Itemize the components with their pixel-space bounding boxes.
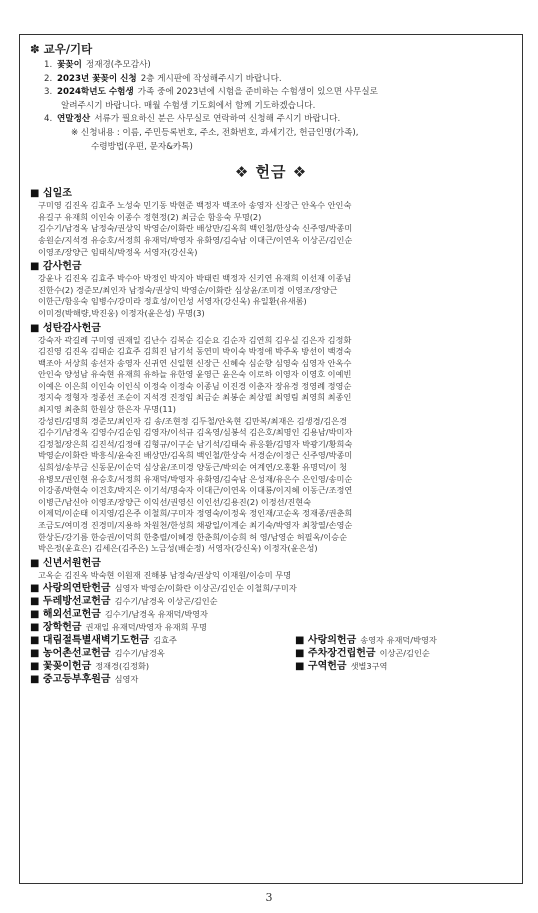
page-number: 3 — [265, 891, 273, 904]
offering-item — [295, 647, 538, 660]
notice-note: 수령방법(우편, 문자&카톡) — [91, 141, 193, 152]
offering-inline-items — [30, 582, 512, 634]
name-line: 김수기/남경옥 김영수/김순임 김영자/이석규 김옥영/심봉석 김은호/최명인 김용남/박미자 — [38, 427, 353, 438]
section-names — [38, 570, 512, 582]
notice-item: 알려주시기 바랍니다. 매월 수험생 기도회에서 함께 기도하겠습니다. — [61, 100, 316, 111]
offering-item — [30, 660, 295, 673]
notice-heading: ✽ 교우/기타 — [30, 42, 93, 56]
offering-row — [30, 634, 512, 647]
name-line: 이영조/장양근 임태식/박정옥 서영자(강신욱) — [38, 246, 198, 257]
offering-item-value: 심영자 박영순/이화란 이상곤/김인순 이철희/구미자 — [114, 583, 297, 594]
offering-item — [295, 660, 538, 673]
offering-item-value: 권재일 유재덕/박영자 유재희 무명 — [85, 622, 207, 633]
offering-item — [30, 595, 512, 608]
notice-list — [30, 59, 512, 154]
offering-item-value: 심영자 — [114, 674, 139, 685]
offering-item-name: ■ 사랑의연탄헌금 — [30, 583, 111, 595]
offering-item-name: ■ 사랑의헌금 — [295, 635, 357, 647]
offering-item-name: ■ 중고등부후원금 — [30, 674, 111, 686]
name-line: 김정철/장은희 김진석/김정애 김형규/이구순 남기석/김태숙 류응환/김명자 박광기/황희숙 — [38, 438, 353, 449]
offering-title: ❖ 헌금 ❖ — [234, 163, 308, 182]
name-line: 강숙자 곽길례 구미영 권재일 김난수 김복순 김순요 김순자 김연희 김우실 김은자 김정화 — [38, 334, 352, 345]
name-line: 김진영 김진옥 김태순 김효주 김희진 남기석 동연미 박이숙 박정애 박주옥 방선이 백경숙 — [38, 346, 352, 357]
offering-item-name: ■ 꽃꽂이헌금 — [30, 661, 92, 673]
bulletin-page — [19, 34, 523, 884]
offering-item — [30, 647, 295, 660]
offering-row — [30, 647, 512, 660]
notice-item: 3. 2024학년도 수험생 가족 중에 2023년에 시험을 준비하는 수험생이 있으면 사무실로 — [44, 87, 378, 98]
name-line: 구미영 김진옥 김효주 노성숙 민기동 박현준 백정자 백조아 송영자 신장근 안옥수 안인숙 — [38, 200, 352, 211]
name-line: 강윤나 김진옥 김효주 박수아 박정인 박지아 박태린 백정자 신키연 유재희 이선재 이종님 — [38, 273, 352, 284]
offering-item-name: ■ 대림절특별새벽기도헌금 — [30, 635, 150, 647]
name-line: 이예은 이은희 이인숙 이인식 이정숙 이정숙 이종님 이진경 이춘자 장유경 정영례 정영순 — [38, 380, 352, 391]
name-line: 안인숙 양성남 유숙현 유재희 유하늘 유한영 윤영근 윤은숙 이로하 이영자 이영호 이예빈 — [38, 369, 352, 380]
offering-item — [30, 673, 295, 686]
section-names — [38, 273, 512, 319]
offering-item — [30, 621, 512, 634]
offering-item — [30, 634, 295, 647]
name-line: 조금도/여미경 진경미/지용하 차원천/한성희 채광일/이계순 최기숙/박영자 최창열/손영순 — [38, 520, 353, 530]
section-heading: ■ 신년서원헌금 — [30, 557, 101, 569]
offering-item-value: 김수기/남경옥 유재덕/박영자 — [104, 609, 208, 620]
offering-item-value: 송영자 유재덕/박영자 — [360, 635, 437, 646]
section-heading: ■ 감사헌금 — [30, 261, 82, 273]
name-line: 이강종/박현숙 이건호/박지은 이기석/명숙자 이대근/이연옥 이대룡/이지혜 이동근/조정연 — [38, 485, 353, 496]
offering-item-name: ■ 농어촌선교헌금 — [30, 648, 111, 660]
section-names — [38, 200, 512, 258]
name-line: 박은정(윤효은) 김세은(김주은) 노금성(배순정) 서영자(강신욱) 이정자(윤은성) — [38, 543, 318, 554]
section-names — [38, 335, 512, 555]
name-line: 김수기/남경옥 남정숙/권상익 박영순/이화란 배상만/김옥희 백인철/한상숙 신주영/박종미 — [38, 223, 353, 234]
name-line: 이제덕/이순태 이지영/김은주 이철희/구미자 정영숙/이정욱 정인재/고순옥 정재종/권춘희 — [38, 508, 353, 519]
name-line: 박영순/이화란 박흥식/윤숙진 배상만/김옥희 백인철/한상숙 서경순/이정근 신주영/박종미 — [38, 450, 353, 461]
offering-item — [30, 582, 512, 595]
name-line: 고옥순 김진옥 박숙현 이원재 진해봉 남정숙/권상익 이재원/이승미 무명 — [38, 569, 292, 580]
offering-row — [30, 673, 512, 686]
offering-item — [30, 608, 512, 621]
section-heading: ■ 성탄감사헌금 — [30, 322, 101, 334]
offering-item-value: 정재경(김정화) — [95, 661, 150, 672]
offering-item-value: 김수기/남경옥 이상곤/김인순 — [114, 596, 218, 607]
notice-item: 4. 연말정산 서류가 필요하신 분은 사무실로 연락하여 신청해 주시기 바랍니다. — [44, 114, 341, 125]
offering-item-name: ■ 장학헌금 — [30, 622, 82, 634]
name-line: 강성린/김명희 경준모/최인자 김 송/조현정 김두철/안옥현 김만복/최재은 김생경/김은경 — [38, 415, 347, 426]
name-line: 송원순/지석경 유승호/서정희 유재덕/박영자 유화영/김숙남 이대근/이연옥 이상곤/김인순 — [38, 234, 353, 245]
name-line: 정지숙 정형자 정종선 조순이 지석경 진정임 최금순 최봉순 최상필 최영림 최영희 최종인 — [38, 392, 352, 403]
name-line: 이병근/남신아 이영조/장양근 이익선/권영신 이인선/김용진(2) 이정선/진현숙 — [38, 496, 312, 507]
offering-item-value: 이상곤/김인순 — [379, 648, 430, 659]
name-line: 최지영 최춘희 한원상 한은자 무명(11) — [38, 404, 176, 415]
name-line: 이미경(박해량,박진웅) 이정자(윤은성) 무명(3) — [38, 307, 205, 318]
name-line: 유길구 유재희 이인숙 이종수 정현정(2) 최금순 함응숙 무명(2) — [38, 211, 262, 222]
offering-item-name: ■ 주차장건립헌금 — [295, 648, 376, 660]
name-line: 심희성/송부금 신동문/이순덕 심상윤/조미경 양동근/박의순 여계연/오홍환 유명덕/이 청 — [38, 462, 347, 473]
offering-item-value: 김수기/남경옥 — [114, 648, 165, 659]
notice-item: 2. 2023년 꽃꽂이 신청 2층 게시판에 작성해주시기 바랍니다. — [44, 73, 282, 84]
name-line: 이한근/함응숙 임병수/강미라 정효성/이인성 서영자(강신욱) 유일환(유새롬) — [38, 296, 307, 307]
offering-item-name: ■ 구역헌금 — [295, 661, 347, 673]
name-line: 유병모/권인현 유승호/서정희 유재덕/박영자 유화영/김숙남 은성재/유은수 은인영/송미순 — [38, 473, 353, 484]
notice-note: ※ 신청내용 : 이름, 주민등록번호, 주소, 전화번호, 과세기간, 헌금인명(가족), — [71, 127, 359, 138]
offering-grid-items — [30, 634, 512, 686]
offering-sections — [30, 187, 512, 581]
offering-row — [30, 660, 512, 673]
offering-item-value: 김효주 — [153, 635, 177, 646]
name-line: 백조아 서상희 송선자 송영자 신귀연 신일현 신장근 신혜숙 심순향 심영숙 심영자 안옥수 — [38, 357, 352, 368]
notice-item: 1. 꽃꽂이 정재경(추모감사) — [44, 60, 151, 70]
name-line: 진한수(2) 경준모/최인자 남정숙/권상익 박영순/이화란 심상윤/조미경 이영조/장양근 — [38, 284, 338, 295]
name-line: 한상돈/강기름 한승권/이덕희 한충렬/이혜경 한춘희/이승희 허 영/남영순 허필옥/이승순 — [38, 531, 347, 542]
offering-item-value: 샛별3구역 — [350, 661, 388, 672]
offering-item-name: ■ 해외선교헌금 — [30, 609, 101, 621]
section-heading: ■ 십일조 — [30, 188, 72, 200]
offering-item — [295, 634, 538, 647]
offering-item-name: ■ 두레방선교헌금 — [30, 596, 111, 608]
